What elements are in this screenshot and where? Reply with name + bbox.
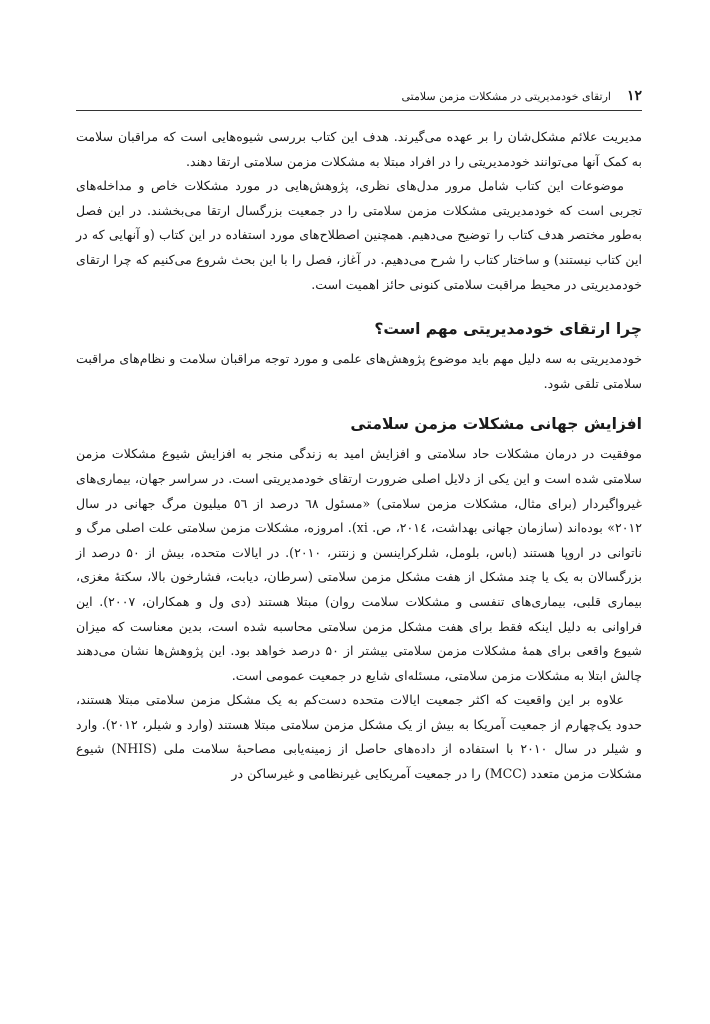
- intro-paragraph-1: مدیریت علائم مشکل‌شان را بر عهده می‌گیرند. هدف این کتاب بررسی شیوه‌هایی است که مراقبان سلامت به کمک آنها می‌توانند خودمدیریتی را در افراد مبتلا به مشکلات مزمن سلامتی ارتقا دهند.: [76, 129, 642, 169]
- page-number: ۱۲: [626, 88, 642, 104]
- chapter-title: ارتقای خودمدیریتی در مشکلات مزمن سلامتی: [401, 90, 611, 103]
- section-1-paragraph: خودمدیریتی به سه دلیل مهم باید موضوع پژوهش‌های علمی و مورد توجه مراقبان سلامت و نظام‌های مراقبت سلامتی تلقی شود.: [76, 351, 642, 391]
- section-heading-why-self-management: چرا ارتقای خودمدیریتی مهم است؟: [374, 320, 642, 339]
- book-page: [76, 88, 642, 787]
- running-header: [76, 88, 642, 111]
- section-2-paragraph-1: موفقیت در درمان مشکلات حاد سلامتی و افزایش امید به زندگی منجر به افزایش شیوع مشکلات مزمن سلامتی شده است و این یکی از دلایل اصلی ضرورت ارتقای خودمدیریتی است. در سراسر جهان، بیماری‌های غیرواگیردار (برای مثال، مشکلات مزمن سلامتی) «مسئول ٦٨ درصد از ٥٦ میلیون مرگ جهانی در سال ۲۰۱۲» بوده‌اند (سازمان جهانی بهداشت، ۲۰۱٤، ص. xi). امروزه، مشکلات مزمن سلامتی علت اصلی مرگ و ناتوانی در اروپا هستند (باس، بلومل، شلرکراینسن و زنتنر، ۲۰۱۰). در ایالات متحده، بیش از ۵۰ درصد از بزرگسالان به یک یا چند مشکل از هفت مشکل مزمن سلامتی (سرطان، دیابت، فشارخون بالا، سکتهٔ مغزی، بیماری قلبی، بیماری‌های تنفسی و مشکلات سلامت روان) مبتلا هستند (دی ول و همکاران، ۲۰۰۷). این فراوانی به دلیل اینکه فقط برای هفت مشکل مزمن سلامتی محاسبه شده است، بدین معناست که میزان شیوع واقعی برای همهٔ مشکلات مزمن سلامتی بیشتر از ۵۰ درصد خواهد بود. این پژوهش‌ها نشان می‌دهند چالش ابتلا به مشکلات مزمن سلامتی، مسئله‌ای شایع در جمعیت عمومی است.: [76, 446, 643, 683]
- intro-paragraph-2: موضوعات این کتاب شامل مرور مدل‌های نظری، پژوهش‌هایی در مورد مشکلات خاص و مداخله‌های تجربی است که خودمدیریتی مشکلات مزمن سلامتی را در جمعیت بزرگسال ارتقا می‌بخشند. در این فصل به‌طور مختصر هدف کتاب را توضیح می‌دهیم. همچنین اصطلاح‌های مورد استفاده در این کتاب (و آنهایی که در این کتاب نیستند) و ساختار کتاب را شرح می‌دهیم. در آغاز، فصل را با این بحث شروع می‌کنیم که چرا ارتقای خودمدیریتی در محیط مراقبت سلامتی کنونی حائز اهمیت است.: [76, 178, 642, 292]
- section-heading-chronic-conditions: افزایش جهانی مشکلات مزمن سلامتی: [350, 415, 642, 434]
- section-2-paragraph-2: علاوه بر این واقعیت که اکثر جمعیت ایالات متحده دست‌کم به یک مشکل مزمن سلامتی مبتلا هستند، حدود یک‌چهارم از جمعیت آمریکا به بیش از یک مشکل مزمن سلامتی مبتلا هستند (وارد و شیلر، ۲۰۱۲). وارد و شیلر در سال ۲۰۱۰ با استفاده از داده‌های حاصل از زمینه‌یابی مصاحبهٔ سلامت ملی (NHIS) شیوع مشکلات مزمن متعدد (MCC) را در جمعیت آمریکایی غیرنظامی و غیرساکن در: [76, 692, 642, 782]
